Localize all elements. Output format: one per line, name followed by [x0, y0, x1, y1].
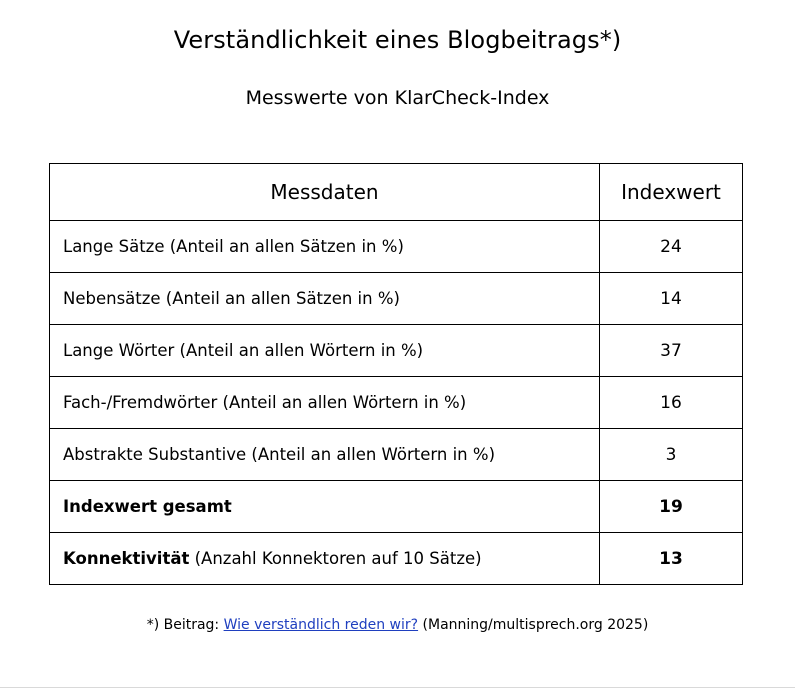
header-indexwert: Indexwert: [600, 164, 743, 221]
connectivity-label: [50, 533, 600, 585]
table-row: [50, 325, 743, 377]
row-label: Lange Wörter (Anteil an allen Wörtern in %): [50, 325, 600, 377]
footnote-prefix: *) Beitrag:: [146, 617, 224, 633]
table-row: [50, 377, 743, 429]
footnote: [0, 617, 795, 633]
header-messdaten: Messdaten: [50, 164, 600, 221]
row-value[interactable]: 16: [600, 377, 743, 429]
footnote-link[interactable]: Wie verständlich reden wir?: [223, 617, 419, 633]
measurement-table: [49, 163, 743, 585]
table-row: [50, 221, 743, 273]
page-title: Verständlichkeit eines Blogbeitrags*): [173, 26, 622, 54]
total-label: Indexwert gesamt: [50, 481, 600, 533]
row-value[interactable]: 37: [600, 325, 743, 377]
row-value[interactable]: 3: [600, 429, 743, 481]
row-value[interactable]: 24: [600, 221, 743, 273]
connectivity-label-rest: (Anzahl Konnektoren auf 10 Sätze): [189, 549, 482, 568]
table-header-row: [50, 164, 743, 221]
total-value[interactable]: 19: [600, 481, 743, 533]
page-subtitle: Messwerte von KlarCheck-Index: [245, 87, 550, 109]
row-label: Lange Sätze (Anteil an allen Sätzen in %): [50, 221, 600, 273]
table-row: [50, 429, 743, 481]
connectivity-row: [50, 533, 743, 585]
row-label: Abstrakte Substantive (Anteil an allen Wörtern in %): [50, 429, 600, 481]
total-row: [50, 481, 743, 533]
row-label: Nebensätze (Anteil an allen Sätzen in %): [50, 273, 600, 325]
connectivity-value[interactable]: 13: [600, 533, 743, 585]
page-divider: [0, 687, 795, 688]
row-value[interactable]: 14: [600, 273, 743, 325]
footnote-suffix: (Manning/multisprech.org 2025): [418, 617, 649, 633]
table-row: [50, 273, 743, 325]
row-label: Fach-/Fremdwörter (Anteil an allen Wörtern in %): [50, 377, 600, 429]
connectivity-label-bold: Konnektivität: [63, 549, 190, 568]
